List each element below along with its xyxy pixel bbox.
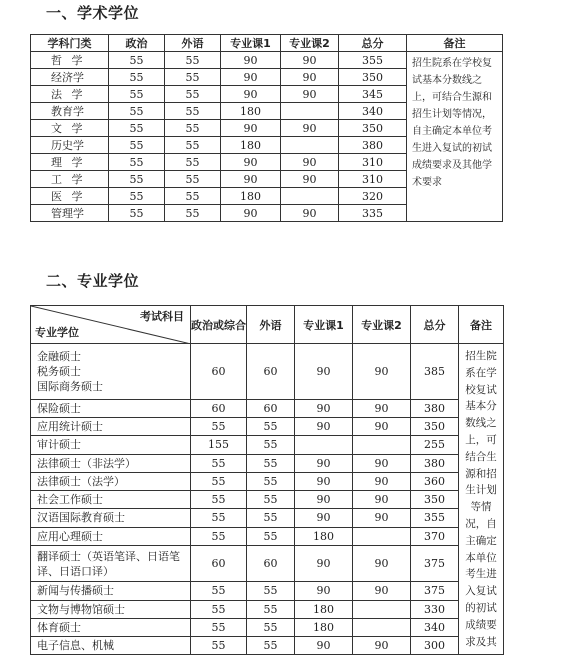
cell-total: 345: [339, 86, 407, 103]
cell-foreign-language: 55: [247, 418, 295, 436]
cell-foreign-language: 55: [165, 154, 221, 171]
cell-total: 380: [411, 454, 459, 472]
cell-total: 300: [411, 637, 459, 655]
table-row: [31, 637, 504, 655]
cell-major-course-2: 90: [353, 509, 411, 527]
cell-major-course-1: 90: [295, 418, 353, 436]
cell-foreign-language: 60: [247, 399, 295, 417]
cell-total: 310: [339, 171, 407, 188]
cell-total: 360: [411, 472, 459, 490]
cell-degree: 翻译硕士（英语笔译、日语笔译、日语口译）: [31, 545, 191, 582]
cell-major-course-1: 90: [295, 472, 353, 490]
cell-foreign-language: 55: [165, 103, 221, 120]
cell-subject: 经济学: [31, 69, 109, 86]
cell-degree: 金融硕士 税务硕士 国际商务硕士: [31, 344, 191, 400]
cell-politics-or-general: 55: [191, 491, 247, 509]
table-row: [31, 454, 504, 472]
cell-politics-or-general: 55: [191, 509, 247, 527]
cell-foreign-language: 55: [247, 436, 295, 454]
cell-foreign-language: 55: [247, 527, 295, 545]
cell-total: 335: [339, 205, 407, 222]
header-foreign-language: 外语: [165, 35, 221, 52]
table-row: [31, 582, 504, 600]
cell-major-course-2: [281, 188, 339, 205]
table-header-row: [31, 306, 504, 344]
cell-major-course-1: 90: [221, 171, 281, 188]
cell-foreign-language: 55: [165, 52, 221, 69]
cell-foreign-language: 55: [247, 491, 295, 509]
cell-total: 350: [339, 120, 407, 137]
cell-politics-or-general: 60: [191, 399, 247, 417]
section2-title: 二、专业学位: [46, 272, 140, 290]
cell-total: 330: [411, 600, 459, 618]
cell-politics-or-general: 155: [191, 436, 247, 454]
cell-major-course-2: 90: [281, 205, 339, 222]
header-politics-or-general: 政治或综合: [191, 306, 247, 344]
cell-major-course-2: 90: [353, 491, 411, 509]
cell-major-course-1: 180: [221, 188, 281, 205]
cell-major-course-2: 90: [353, 454, 411, 472]
cell-major-course-2: 90: [353, 344, 411, 400]
cell-degree: 汉语国际教育硕士: [31, 509, 191, 527]
cell-total: 385: [411, 344, 459, 400]
cell-total: 350: [339, 69, 407, 86]
remarks-note: 招生院系在学校复试基本分数线之上，可结合生源和招生计划等情况，自主确定本单位考生进入复试的初试成绩要求及其: [459, 344, 504, 655]
cell-foreign-language: 55: [165, 120, 221, 137]
cell-major-course-2: [281, 103, 339, 120]
header-major-course-2: 专业课2: [281, 35, 339, 52]
cell-politics-or-general: 55: [191, 454, 247, 472]
cell-politics-or-general: 60: [191, 344, 247, 400]
cell-major-course-1: [295, 436, 353, 454]
cell-foreign-language: 55: [247, 454, 295, 472]
cell-major-course-1: 180: [221, 103, 281, 120]
header-total: 总分: [339, 35, 407, 52]
cell-major-course-2: [353, 600, 411, 618]
cell-degree: 法律硕士（非法学）: [31, 454, 191, 472]
cell-major-course-2: 90: [353, 472, 411, 490]
table-row: [31, 618, 504, 636]
cell-total: 310: [339, 154, 407, 171]
cell-major-course-1: 90: [295, 637, 353, 655]
cell-degree: 社会工作硕士: [31, 491, 191, 509]
header-major-course-1: 专业课1: [221, 35, 281, 52]
table-row: [31, 418, 504, 436]
cell-foreign-language: 55: [165, 171, 221, 188]
table-row: [31, 600, 504, 618]
header-remarks: 备注: [459, 306, 504, 344]
cell-major-course-1: 90: [295, 491, 353, 509]
cell-politics: 55: [109, 154, 165, 171]
cell-degree: 保险硕士: [31, 399, 191, 417]
cell-foreign-language: 55: [165, 69, 221, 86]
cell-major-course-1: 90: [221, 205, 281, 222]
cell-foreign-language: 60: [247, 344, 295, 400]
cell-total: 380: [339, 137, 407, 154]
table-row: [31, 52, 503, 69]
cell-politics: 55: [109, 171, 165, 188]
cell-politics: 55: [109, 52, 165, 69]
cell-total: 340: [411, 618, 459, 636]
cell-major-course-1: 90: [295, 582, 353, 600]
cell-major-course-1: 90: [295, 454, 353, 472]
professional-degree-table: [30, 305, 504, 655]
cell-politics: 55: [109, 120, 165, 137]
cell-major-course-1: 90: [295, 344, 353, 400]
cell-degree: 法律硕士（法学）: [31, 472, 191, 490]
table-row: [31, 472, 504, 490]
header-exam-subject: 考试科目: [140, 310, 184, 323]
header-politics: 政治: [109, 35, 165, 52]
cell-major-course-2: 90: [281, 86, 339, 103]
cell-degree: 应用统计硕士: [31, 418, 191, 436]
cell-politics-or-general: 55: [191, 418, 247, 436]
cell-total: 350: [411, 418, 459, 436]
header-diagonal-cell: [31, 306, 191, 344]
cell-total: 375: [411, 545, 459, 582]
cell-foreign-language: 55: [165, 205, 221, 222]
cell-politics-or-general: 55: [191, 600, 247, 618]
cell-major-course-2: 90: [353, 545, 411, 582]
cell-foreign-language: 60: [247, 545, 295, 582]
cell-major-course-1: 90: [295, 545, 353, 582]
header-major-course-1: 专业课1: [295, 306, 353, 344]
cell-subject: 历史学: [31, 137, 109, 154]
cell-politics: 55: [109, 69, 165, 86]
cell-total: 255: [411, 436, 459, 454]
cell-total: 350: [411, 491, 459, 509]
cell-major-course-1: 180: [295, 618, 353, 636]
cell-subject: 理 学: [31, 154, 109, 171]
cell-major-course-1: 90: [221, 86, 281, 103]
cell-major-course-1: 90: [295, 399, 353, 417]
cell-politics: 55: [109, 188, 165, 205]
cell-politics: 55: [109, 103, 165, 120]
cell-politics-or-general: 55: [191, 618, 247, 636]
table-row: [31, 436, 504, 454]
header-major-course-2: 专业课2: [353, 306, 411, 344]
cell-foreign-language: 55: [247, 618, 295, 636]
cell-major-course-2: 90: [281, 154, 339, 171]
cell-major-course-2: 90: [281, 120, 339, 137]
cell-foreign-language: 55: [247, 600, 295, 618]
cell-politics: 55: [109, 86, 165, 103]
cell-major-course-1: 90: [221, 52, 281, 69]
table-row: [31, 344, 504, 400]
cell-degree: 审计硕士: [31, 436, 191, 454]
table-row: [31, 399, 504, 417]
cell-degree: 体育硕士: [31, 618, 191, 636]
cell-foreign-language: 55: [247, 582, 295, 600]
cell-major-course-2: 90: [353, 399, 411, 417]
section1-title: 一、学术学位: [46, 4, 140, 22]
cell-subject: 医 学: [31, 188, 109, 205]
cell-subject: 管理学: [31, 205, 109, 222]
cell-major-course-1: 90: [221, 154, 281, 171]
cell-subject: 哲 学: [31, 52, 109, 69]
cell-politics-or-general: 55: [191, 637, 247, 655]
table-row: [31, 491, 504, 509]
cell-total: 355: [339, 52, 407, 69]
header-degree-type: 专业学位: [35, 326, 79, 339]
cell-foreign-language: 55: [165, 188, 221, 205]
header-remarks: 备注: [407, 35, 503, 52]
cell-total: 380: [411, 399, 459, 417]
cell-total: 355: [411, 509, 459, 527]
cell-major-course-2: 90: [281, 171, 339, 188]
cell-major-course-1: 180: [221, 137, 281, 154]
cell-politics-or-general: 55: [191, 582, 247, 600]
cell-degree: 应用心理硕士: [31, 527, 191, 545]
table-header-row: [31, 35, 503, 52]
cell-major-course-2: 90: [281, 69, 339, 86]
cell-politics-or-general: 55: [191, 472, 247, 490]
cell-major-course-2: 90: [353, 637, 411, 655]
cell-total: 370: [411, 527, 459, 545]
header-total: 总分: [411, 306, 459, 344]
cell-major-course-2: 90: [353, 582, 411, 600]
cell-major-course-1: 180: [295, 527, 353, 545]
cell-major-course-1: 90: [295, 509, 353, 527]
cell-foreign-language: 55: [247, 509, 295, 527]
cell-degree: 电子信息、机械: [31, 637, 191, 655]
cell-major-course-2: 90: [281, 52, 339, 69]
cell-subject: 工 学: [31, 171, 109, 188]
table-row: [31, 545, 504, 582]
cell-major-course-2: [353, 436, 411, 454]
cell-major-course-2: 90: [353, 418, 411, 436]
cell-major-course-2: [281, 137, 339, 154]
remarks-note: 招生院系在学校复试基本分数线之上，可结合生源和招生计划等情况，自主确定本单位考生进入复试的初试成绩要求及其他学术要求: [407, 52, 503, 222]
cell-foreign-language: 55: [165, 137, 221, 154]
cell-foreign-language: 55: [247, 637, 295, 655]
cell-politics: 55: [109, 205, 165, 222]
cell-politics-or-general: 55: [191, 527, 247, 545]
header-foreign-language: 外语: [247, 306, 295, 344]
cell-major-course-2: [353, 618, 411, 636]
cell-total: 340: [339, 103, 407, 120]
cell-total: 320: [339, 188, 407, 205]
table-row: [31, 509, 504, 527]
cell-politics-or-general: 60: [191, 545, 247, 582]
cell-foreign-language: 55: [165, 86, 221, 103]
header-discipline: 学科门类: [31, 35, 109, 52]
cell-major-course-2: [353, 527, 411, 545]
cell-subject: 法 学: [31, 86, 109, 103]
cell-foreign-language: 55: [247, 472, 295, 490]
cell-degree: 文物与博物馆硕士: [31, 600, 191, 618]
cell-degree: 新闻与传播硕士: [31, 582, 191, 600]
cell-politics: 55: [109, 137, 165, 154]
cell-major-course-1: 90: [221, 120, 281, 137]
cell-total: 375: [411, 582, 459, 600]
cell-major-course-1: 180: [295, 600, 353, 618]
cell-subject: 文 学: [31, 120, 109, 137]
cell-subject: 教育学: [31, 103, 109, 120]
academic-degree-table: [30, 34, 503, 222]
cell-major-course-1: 90: [221, 69, 281, 86]
table-row: [31, 527, 504, 545]
